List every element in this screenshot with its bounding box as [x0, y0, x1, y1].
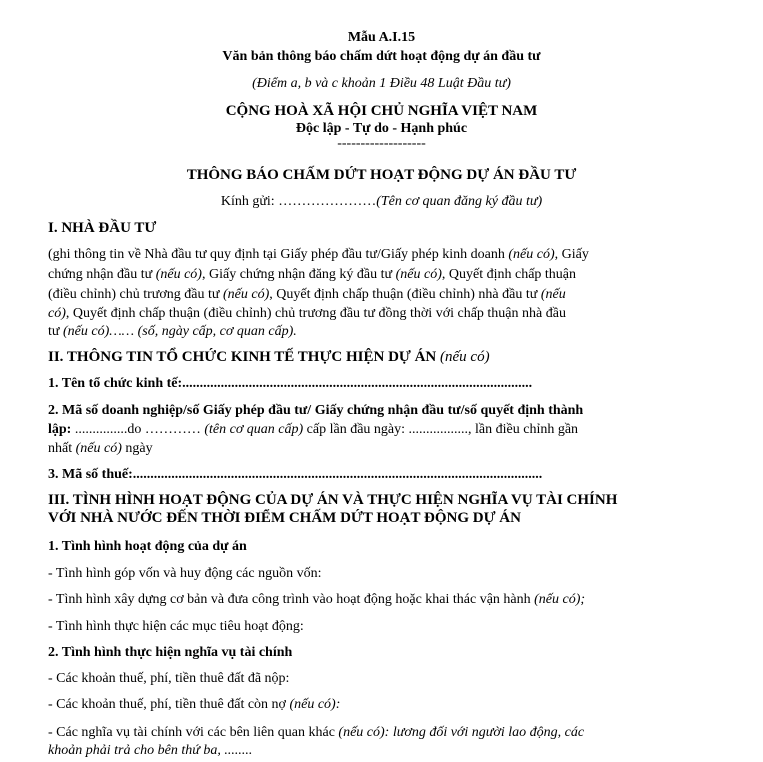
text-run: - Tình hình xây dựng cơ bản và đưa công trình vào hoạt động hoặc khai thác vận hành [48, 592, 535, 607]
section-2-heading [48, 348, 490, 366]
recipient-line [0, 193, 763, 211]
text-run: ngày [121, 441, 153, 456]
subsection-2-heading: 2. Tình hình thực hiện nghĩa vụ tài chính [48, 645, 293, 660]
registration-number-line [48, 421, 578, 439]
list-item [48, 724, 584, 742]
section-1-line [48, 323, 297, 341]
text-run: , Quyết định chấp thuận (điều chỉnh) chủ trương đầu tư đồng thời với chấp thuận nhà đầu [65, 306, 566, 321]
header-divider: ------------------- [337, 136, 426, 151]
section-2-heading-text: II. THÔNG TIN TỔ CHỨC KINH TẾ THỰC HIỆN DỰ ÁN [48, 349, 441, 365]
section-1-line [48, 246, 589, 264]
org-name-field: 1. Tên tổ chức kinh tế:.................................................................................................... [48, 376, 533, 391]
text-run: chứng nhận đầu tư [48, 267, 156, 282]
list-item [48, 696, 340, 714]
list-item: - Tình hình thực hiện các mục tiêu hoạt động: [48, 619, 304, 634]
note-run: (nếu có) [75, 441, 122, 456]
subsection-1-heading: 1. Tình hình hoạt động của dự án [48, 539, 247, 554]
legal-basis: (Điểm a, b và c khoản 1 Điều 48 Luật Đầu tư) [252, 76, 511, 91]
recipient-label: Kính gửi: ………………… [220, 194, 377, 209]
note-run: (nếu có) [222, 287, 270, 302]
document-title: THÔNG BÁO CHẤM DỨT HOẠT ĐỘNG DỰ ÁN ĐẦU TƯ [186, 167, 577, 183]
text-run: , Quyết định chấp thuận (điều chỉnh) nhà đầu tư [269, 287, 541, 302]
note-run: (nếu có); [534, 592, 586, 607]
national-motto: Độc lập - Tự do - Hạnh phúc [295, 121, 468, 136]
section-1-line [48, 305, 566, 323]
text-run: ...............do ………… [71, 422, 205, 437]
text-run: lập: [48, 422, 72, 437]
section-3-heading: III. TÌNH HÌNH HOẠT ĐỘNG CỦA DỰ ÁN VÀ THỰC HIỆN NGHĨA VỤ TÀI CHÍNH [48, 492, 618, 508]
form-title: Văn bản thông báo chấm dứt hoạt động dự án đầu tư [222, 49, 541, 64]
text-run: - Các nghĩa vụ tài chính với các bên liên quan khác [48, 725, 339, 740]
note-run: (nếu [540, 287, 566, 302]
section-1-line [48, 266, 576, 284]
note-run: (nếu có)…… (số, ngày cấp, cơ quan cấp). [62, 324, 297, 339]
text-run: (ghi thông tin về Nhà đầu tư quy định tại Giấy phép đầu tư/Giấy phép kinh doanh [48, 247, 509, 262]
text-run: tư [48, 324, 63, 339]
note-run: có) [48, 306, 66, 321]
list-item [48, 591, 585, 609]
form-code: Mẫu A.I.15 [347, 30, 416, 45]
note-run: (nếu có) [395, 267, 442, 282]
registration-number-line [48, 440, 153, 458]
section-3-heading-cont: VỚI NHÀ NƯỚC ĐẾN THỜI ĐIỂM CHẤM DỨT HOẠT ĐỘNG DỰ ÁN [48, 510, 521, 526]
section-2-heading-note: (nếu có) [440, 349, 490, 365]
list-item: - Các khoản thuế, phí, tiền thuê đất đã nộp: [48, 671, 290, 686]
note-run: (nếu có) [155, 267, 202, 282]
text-run: , Giấy chứng nhận đăng ký đầu tư [201, 267, 396, 282]
text-run: nhất [48, 441, 76, 456]
note-run: (nếu có) [508, 247, 555, 262]
tax-code-field: 3. Mã số thuế:..................................................................................................................... [48, 467, 543, 482]
note-run: (tên cơ quan cấp) [204, 422, 304, 437]
recipient-hint: (Tên cơ quan đăng ký đầu tư) [376, 194, 543, 209]
text-run: cấp lần đầu ngày: ................., lần điều chỉnh gần [303, 422, 579, 437]
note-run: (nếu có): [289, 697, 341, 712]
text-run: , Giấy [554, 247, 589, 262]
section-1-line [48, 286, 566, 304]
text-run: - Các khoản thuế, phí, tiền thuê đất còn nợ [48, 697, 290, 712]
text-run: (điều chỉnh) chủ trương đầu tư [48, 287, 223, 302]
list-item-cont: khoản phải trả cho bên thứ ba, ........ [48, 743, 253, 758]
note-run: (nếu có): lương đối với người lao động, các [338, 725, 585, 740]
section-1-heading: I. NHÀ ĐẦU TƯ [48, 220, 157, 236]
list-item: - Tình hình góp vốn và huy động các nguồn vốn: [48, 566, 322, 581]
registration-number-field: 2. Mã số doanh nghiệp/số Giấy phép đầu tư/ Giấy chứng nhận đầu tư/số quyết định thành [48, 403, 584, 418]
country-name: CỘNG HOÀ XÃ HỘI CHỦ NGHĨA VIỆT NAM [225, 103, 538, 119]
text-run: , Quyết định chấp thuận [441, 267, 577, 282]
